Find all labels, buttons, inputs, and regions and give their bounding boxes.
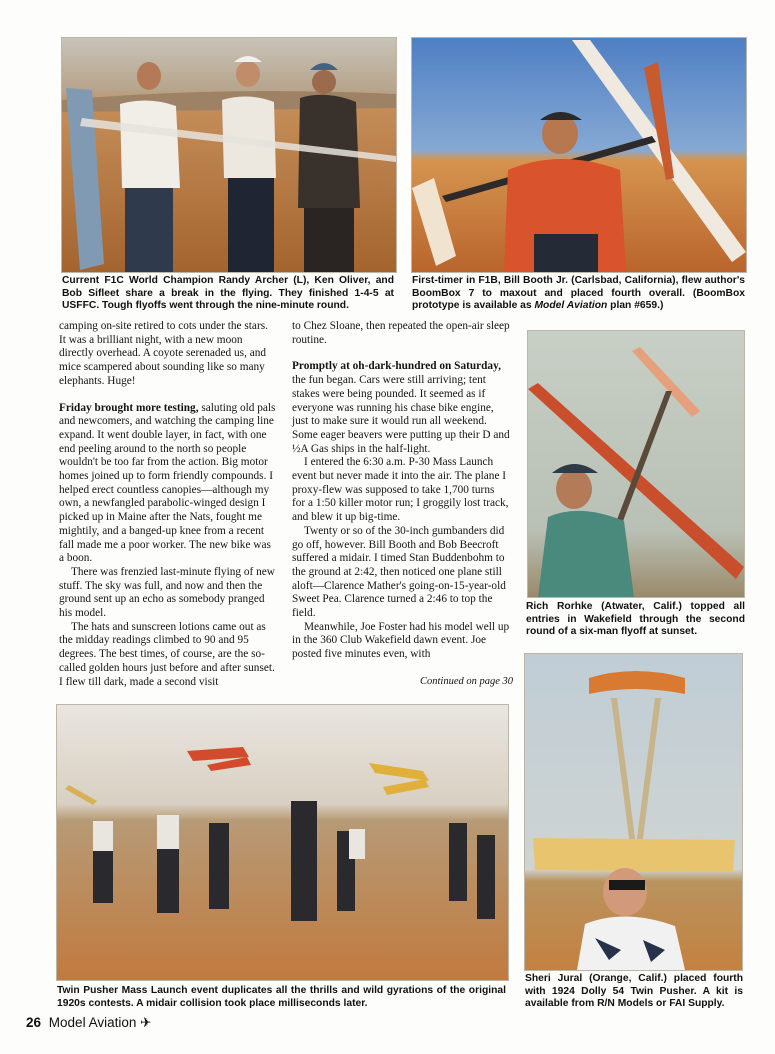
col2-para-2: Promptly at oh-dark-hundred on Saturday, the fun began. Cars were still arriving; tent stakes were being pounded. It seemed as if everyone was running his chase bike engine, just to make sure it would run all weekend. Some eager beavers were putting up their D and ½A Gas ships in the half-light. <box>292 360 510 455</box>
airplane-icon: ✈ <box>140 1015 152 1030</box>
col2-para-4: Twenty or so of the 30-inch gumbanders did go off, however. Bill Booth and Bob Beecroft suffered a midair. I timed Stan Buddenbohm to the ground at 2:42, then noticed one plane still aloft—Clarence Mather's going-on-15-year-old Sweet Pea. Clarence turned a 2:46 to top the field. <box>292 524 506 620</box>
col1-para-4: The hats and sunscreen lotions came out as the midday readings climbed to 90 and 95 degrees. The best times, of course, are the so-called golden hours just before and after sunset. I flew till dark, made a second visit <box>59 620 275 688</box>
photo-caption-4: Twin Pusher Mass Launch event duplicates all the thrills and wild gyrations of the original 1920s contests. A midair collision took place milliseconds later. <box>57 985 506 1009</box>
page-number: 26 <box>26 1015 42 1030</box>
col1-para-1: camping on-site retired to cots under the stars. It was a brilliant night, with a new moon directly overhead. A coyote serenaded us, and mice scampered about sounding like so many elephants. Huge! <box>59 320 268 387</box>
photo-three-modelers-image <box>62 38 396 272</box>
col2-para-5: Meanwhile, Joe Foster had his model well up in the 360 Club Wakefield dawn event. Joe posted five minutes even, with <box>292 620 510 661</box>
page-footer <box>26 1015 151 1031</box>
photo-caption-1: Current F1C World Champion Randy Archer (L), Ken Oliver, and Bob Sifleet share a break in the flying. They finished 1-4-5 at USFFC. Tough flyoffs went through the nine-minute round. <box>62 275 394 312</box>
photo-mass-launch <box>56 704 509 981</box>
col2-para-3: I entered the 6:30 a.m. P-30 Mass Launch event but never made it into the air. The plane I proxy-flew was supposed to take 1,700 turns for a 1:50 killer motor run; I groggily lost track, and blew it up big-time. <box>292 456 509 524</box>
col1-para-3: There was frenzied last-minute flying of new stuff. The sky was full, and now and then the ground sent up an echo as somebody pranged his model. <box>59 565 275 620</box>
col2-run-in-head: Promptly at oh-dark-hundred on Saturday, <box>292 360 501 373</box>
photo-twin-pusher <box>524 653 743 971</box>
photo-mass-launch-image <box>57 705 508 980</box>
photo-f1b-flier <box>411 37 747 273</box>
photo-wakefield-flier <box>527 330 745 598</box>
photo-caption-2: First-timer in F1B, Bill Booth Jr. (Carlsbad, California), flew author's BoomBox 7 to maxout and placed fourth overall. (BoomBox prototype is available as Model Aviation plan #659.) <box>412 275 745 312</box>
photo-wakefield-flier-image <box>528 331 744 597</box>
photo-three-modelers <box>61 37 397 273</box>
photo-caption-5: Sheri Jural (Orange, Calif.) placed fourth with 1924 Dolly 54 Twin Pusher. A kit is available from R/N Models or FAI Supply. <box>525 973 743 1010</box>
photo-f1b-flier-image <box>412 38 746 272</box>
article-column-2 <box>292 320 510 662</box>
magazine-name: Model Aviation <box>48 1015 137 1030</box>
col1-run-in-head: Friday brought more testing, <box>59 401 199 414</box>
photo-caption-3: Rich Rorhke (Atwater, Calif.) topped all entries in Wakefield through the second round of a six-man flyoff at sunset. <box>526 601 745 638</box>
photo-twin-pusher-image <box>525 654 742 970</box>
continued-notice: Continued on page 30 <box>420 676 514 687</box>
col1-para-2: Friday brought more testing, saluting old pals and newcomers, and watching the camping line expand. It went double layer, in fact, with one end peeling around to the north so people wouldn't be too far from the action. Big motor homes joined up to form friendly compounds. I helped erect countless canopies—although my own, a newfangled parabolic-winged design I picked up in Maine after the Nats, fought me mightily, and a banged-up knee from a recent fall made me a poor worker. The new bike was a boon. <box>59 401 276 565</box>
col2-para-1: to Chez Sloane, then repeated the open-air sleep routine. <box>292 320 510 346</box>
article-column-1 <box>59 320 276 689</box>
